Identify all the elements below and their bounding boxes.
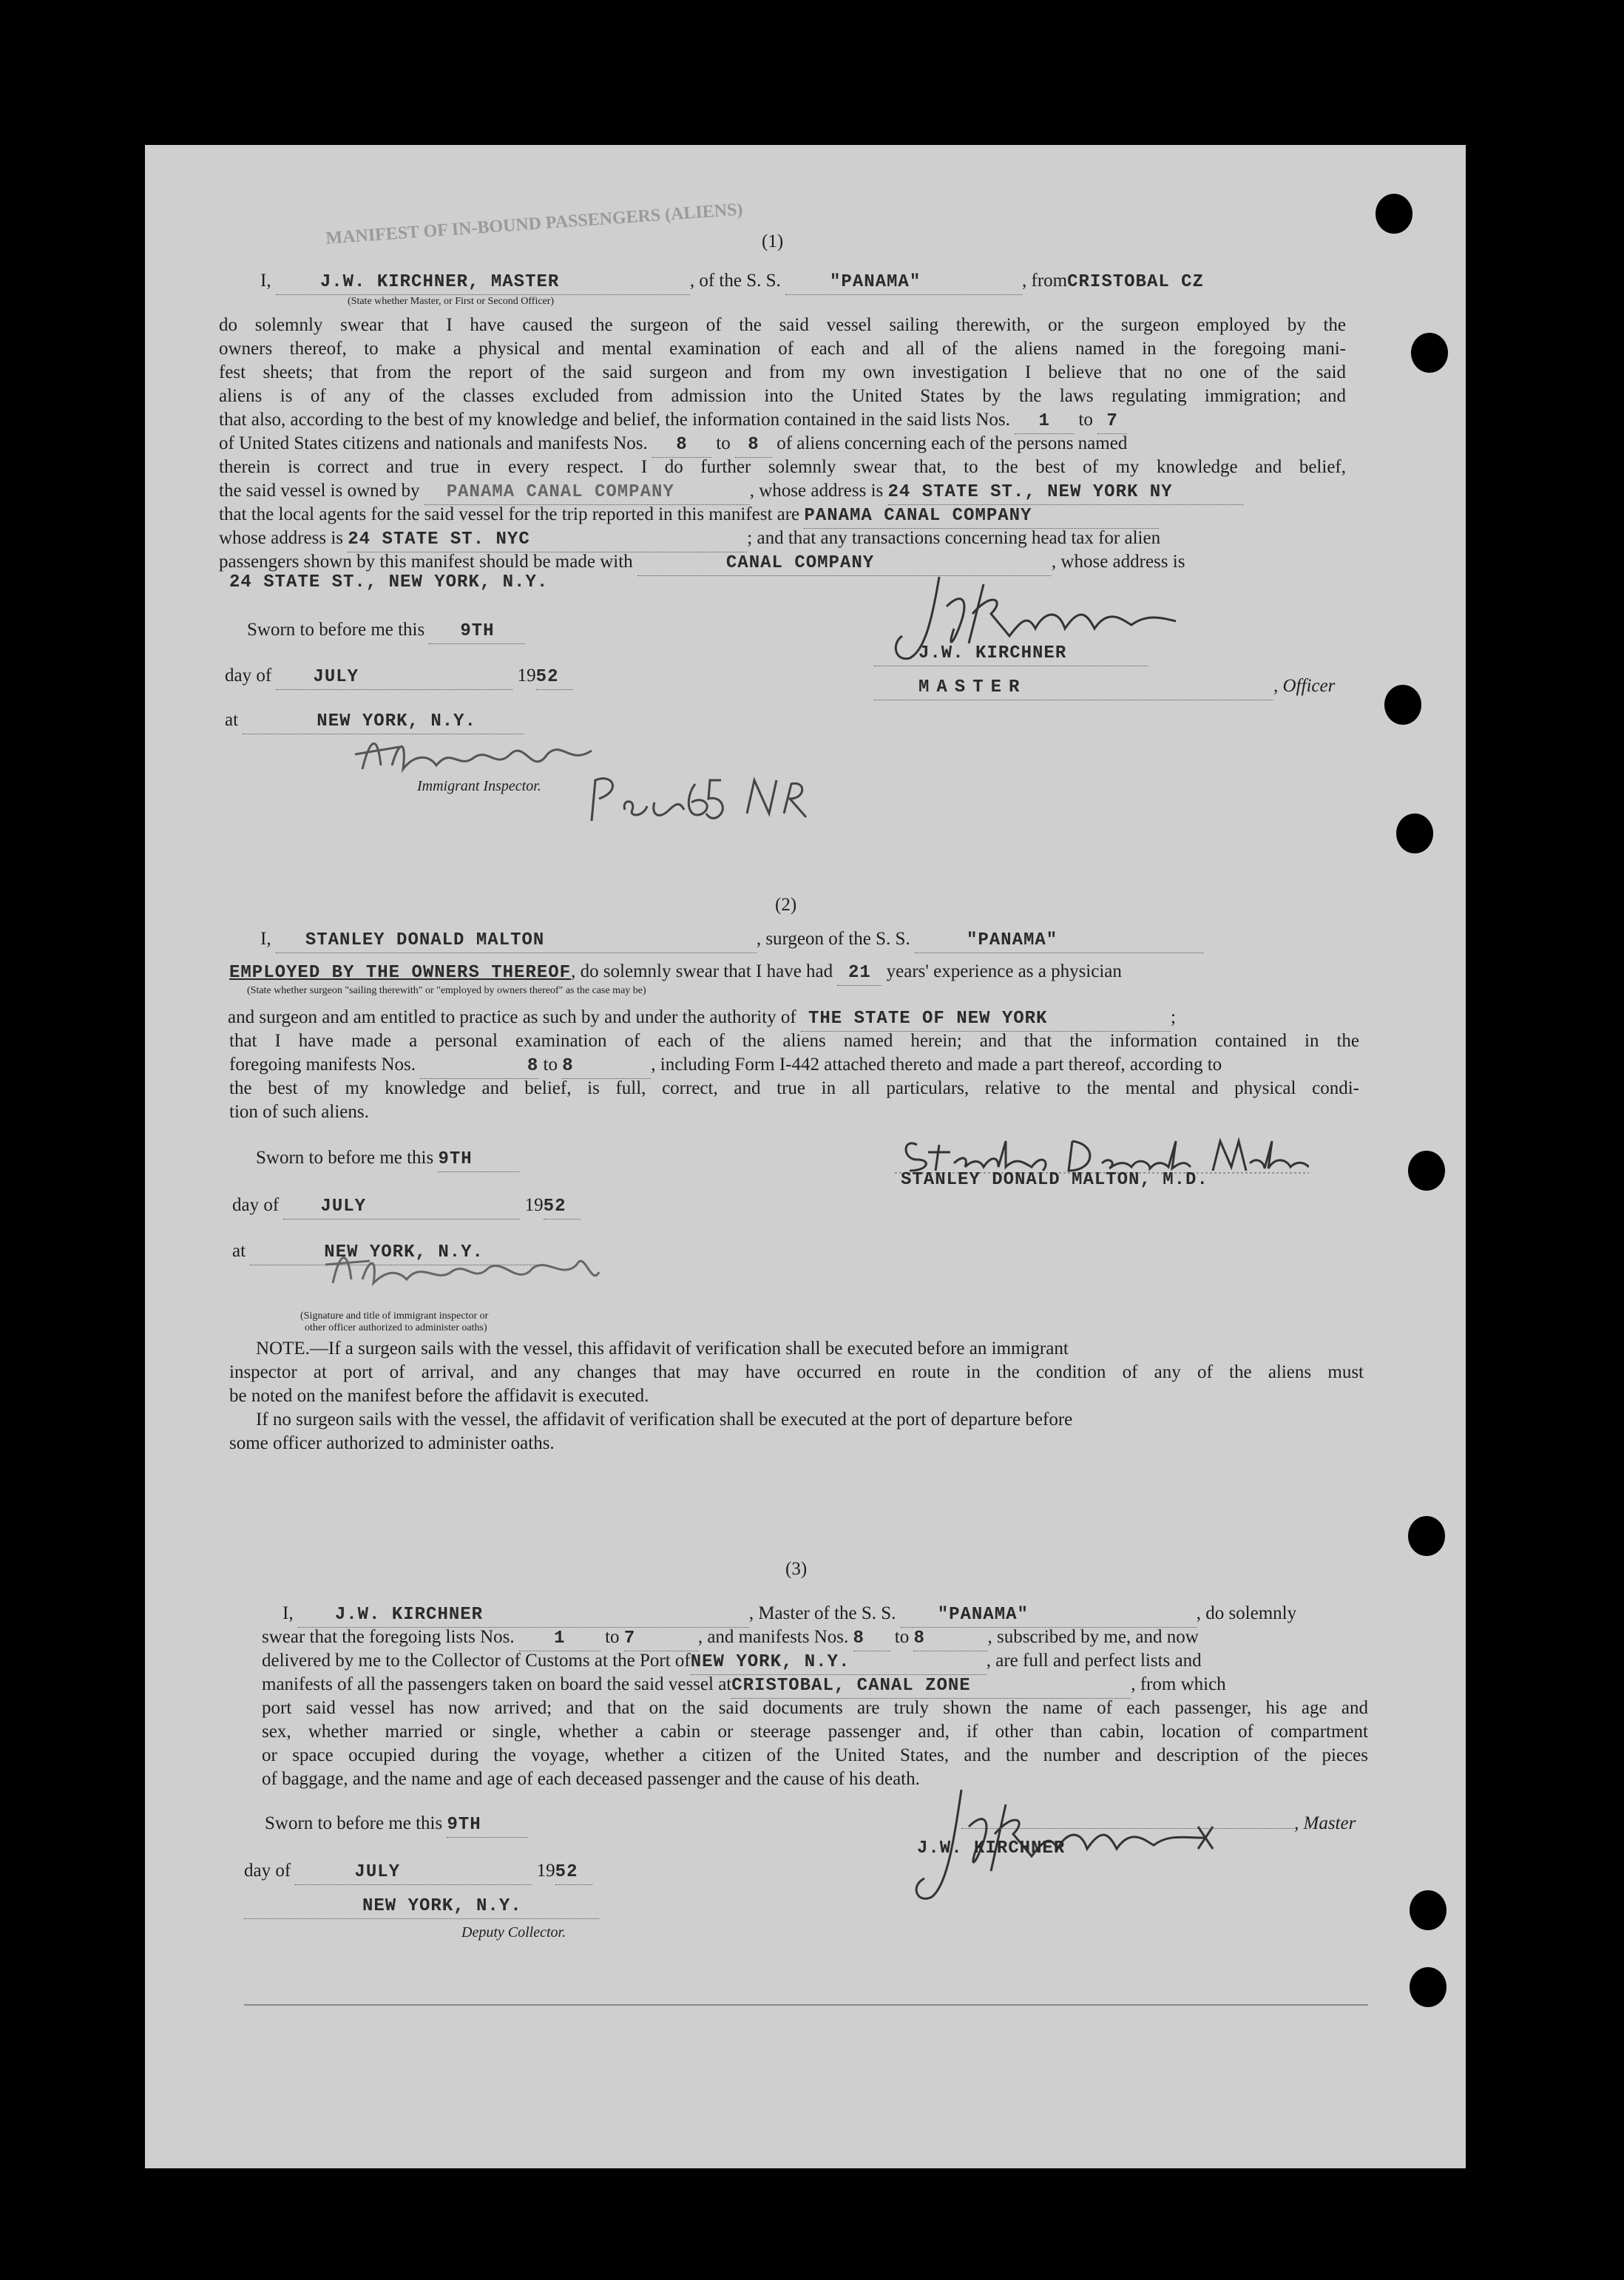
authority-field: THE STATE OF NEW YORK [801, 1007, 1171, 1032]
head-tax-line: passengers shown by this manifest should be made with CANAL COMPANY , whose address is [219, 550, 1185, 576]
section-1-number: (1) [762, 231, 784, 251]
sworn-place-line-3 [244, 1893, 599, 1919]
officer-rank-line: MASTER , Officer [874, 674, 1335, 700]
manifests-to-field: 8 [735, 433, 772, 458]
section-1-para-line: aliens is of any of the classes excluded from admission into the United States by the laws regulating immigration; and [219, 386, 1346, 406]
inspector-signature [348, 725, 614, 784]
agents-address-field: 24 STATE ST. NYC [348, 528, 747, 552]
punch-hole [1408, 1516, 1445, 1556]
head-tax-party-field: CANAL COMPANY [637, 552, 1052, 576]
section-3-body-line: port said vessel has now arrived; and that on the said documents are truly shown the name of each passenger, his age and [262, 1698, 1368, 1718]
note-line: inspector at port of arrival, and any changes that may have occurred en route in the condition of any of the aliens must [229, 1362, 1364, 1382]
sworn-place-line: at NEW YORK, N.Y. [225, 708, 524, 734]
punch-hole [1411, 333, 1448, 373]
owner-address-field: 24 STATE ST., NEW YORK NY [888, 481, 1243, 505]
section-3-lists-to-field: 7 [624, 1627, 698, 1651]
punch-hole [1384, 685, 1421, 725]
section-2-manifests-line: foregoing manifests Nos. 8 to 8 , including Form I-442 attached thereto and made a part thereof, according to [229, 1053, 1222, 1079]
note-line-1: NOTE.—If a surgeon sails with the vessel, this affidavit of verification shall be executed before an immigrant [256, 1339, 1069, 1359]
punch-hole [1396, 813, 1433, 853]
section-1-para-line: fest sheets; that from the report of the said surgeon and from my own investigation I believe that no one of the said [219, 362, 1346, 382]
section-2-para-line: the best of my knowledge and belief, is full, correct, and true in all particulars, relative to the mental and physical condi- [229, 1078, 1359, 1098]
section-1-para-line: that also, according to the best of my knowledge and belief, the information contained in the said lists Nos. 1 to 7 [219, 408, 1127, 434]
section-3-port-line: delivered by me to the Collector of Customs at the Port ofNEW YORK, N.Y. , are full and perfect lists and [262, 1649, 1202, 1675]
departure-port-field-3: CRISTOBAL, CANAL ZONE [731, 1674, 1131, 1699]
manifests-from-field: 8 [652, 433, 711, 458]
head-tax-address-field: 24 STATE ST., NEW YORK, N.Y. [229, 572, 549, 592]
punch-hole [1410, 1890, 1447, 1930]
punch-hole [1408, 1151, 1445, 1191]
sworn-place-field: NEW YORK, N.Y. [243, 710, 524, 734]
sworn-year-field: 52 [536, 666, 573, 690]
pier-note-handwriting [584, 769, 836, 828]
sworn-year-field-2: 52 [544, 1195, 581, 1220]
section-3-master-name-field: J.W. KIRCHNER [298, 1603, 749, 1628]
sworn-month-field: JULY [276, 666, 512, 690]
officer-caption-line-1: (Signature and title of immigrant inspector or [300, 1310, 489, 1322]
section-3-master-typed: J.W. KIRCHNER [917, 1838, 1066, 1858]
section-3-manifests-to-field: 8 [913, 1627, 987, 1651]
lists-from-field: 1 [1015, 410, 1074, 434]
sworn-line-1: Sworn to before me this 9TH [247, 618, 525, 644]
sworn-month-field-3: JULY [295, 1861, 532, 1885]
surgeon-typed-name: STANLEY DONALD MALTON, M.D. [901, 1170, 1208, 1190]
surgeon-manifests-from-field: 8 [420, 1055, 538, 1079]
punch-hole [1410, 1967, 1447, 2007]
sworn-line-3: Sworn to before me this 9TH [265, 1812, 528, 1838]
officer-rank-field: MASTER [874, 676, 1273, 700]
punch-hole [1376, 194, 1412, 234]
section-3-body-line: sex, whether married or single, whether a cabin or steerage passenger and, if other than cabin, location of compartment [262, 1722, 1368, 1742]
inspector-caption: Immigrant Inspector. [417, 778, 541, 794]
master-name-field: J.W. KIRCHNER, MASTER [276, 271, 690, 295]
employment-caption: (State whether surgeon "sailing therewith" or "employed by owners thereof" as the case may be) [247, 985, 646, 996]
officer-name-line [874, 640, 1148, 666]
section-3-lists-from-field: 1 [519, 1627, 600, 1651]
section-2-para-line: that I have made a personal examination of each of the aliens named herein; and that the information contained in the [229, 1031, 1359, 1051]
section-3-line-1: I, J.W. KIRCHNER , Master of the S. S. "PANAMA" , do solemnly [282, 1602, 1296, 1628]
collector-caption: Deputy Collector. [461, 1924, 566, 1941]
arrival-port-field: NEW YORK, N.Y. [691, 1651, 987, 1675]
note-line: be noted on the manifest before the affidavit is executed. [229, 1386, 649, 1406]
sworn-place-field-2: NEW YORK, N.Y. [250, 1241, 546, 1265]
note2-line: If no surgeon sails with the vessel, the affidavit of verification shall be executed at the port of departure before [256, 1410, 1073, 1430]
ship-name-field: "PANAMA" [785, 271, 1022, 295]
surgeon-signature [895, 1130, 1309, 1174]
section-1-para-line: do solemnly swear that I have caused the surgeon of the said vessel sailing therewith, or the surgeon employed by the [219, 315, 1346, 335]
officer-signature-2 [318, 1242, 643, 1294]
rank-caption: (State whether Master, or First or Second Officer) [348, 296, 555, 307]
lists-to-field: 7 [1097, 410, 1127, 434]
sworn-day-field-2: 9TH [438, 1148, 519, 1172]
sworn-month-line: day of JULY 1952 [225, 664, 573, 690]
surgeon-name-field: STANLEY DONALD MALTON [276, 929, 757, 953]
section-1-para-line: therein is correct and true in every respect. I do further solemnly swear that, to the best of my knowledge and belief, [219, 457, 1346, 477]
section-2-para-line: tion of such aliens. [229, 1102, 369, 1122]
sworn-month-field-2: JULY [283, 1195, 520, 1220]
owner-field: PANAMA CANAL COMPANY [424, 481, 750, 505]
authority-line: and surgeon and am entitled to practice as such by and under the authority of THE STATE OF NEW YORK ; [228, 1006, 1176, 1032]
bottom-rule [244, 2004, 1368, 2006]
owner-line: the said vessel is owned by PANAMA CANAL COMPANY , whose address is 24 STATE ST., NEW YORK NY [219, 479, 1243, 505]
officer-caption-line-2: other officer authorized to administer oaths) [305, 1322, 487, 1333]
section-3-master-line: , Master [961, 1812, 1356, 1836]
sworn-place-line-2: at NEW YORK, N.Y. [232, 1239, 546, 1265]
section-1-line-1: I, J.W. KIRCHNER, MASTER , of the S. S. "PANAMA" , fromCRISTOBAL CZ [260, 269, 1204, 295]
bleed-through-header: MANIFEST OF IN-BOUND PASSENGERS (ALIENS) [325, 200, 744, 248]
sworn-day-field: 9TH [429, 620, 525, 644]
agents-line: that the local agents for the said vessel for the trip reported in this manifest are PANAMA CANAL COMPANY [219, 503, 1159, 529]
sworn-year-field-3: 52 [555, 1861, 592, 1885]
sworn-line-2: Sworn to before me this 9TH [256, 1146, 519, 1172]
agents-field: PANAMA CANAL COMPANY [804, 504, 1159, 529]
note2-line: some officer authorized to administer oaths. [229, 1433, 555, 1453]
section-2-number: (2) [775, 895, 797, 915]
sworn-month-line-3: day of JULY 1952 [244, 1859, 592, 1885]
section-2-line-2: EMPLOYED BY THE OWNERS THEREOF, do solemnly swear that I have had 21 years' experience as a physician [229, 960, 1122, 986]
sworn-day-field-3: 9TH [447, 1813, 528, 1838]
section-3-body-line: of baggage, and the name and age of each deceased passenger and the cause of his death. [262, 1769, 920, 1789]
departure-port-field: CRISTOBAL CZ [1067, 272, 1204, 292]
surgeon-manifests-to-field: 8 [562, 1055, 651, 1079]
section-3-manifests-from-field: 8 [853, 1627, 890, 1651]
sworn-month-line-2: day of JULY 1952 [232, 1194, 581, 1220]
section-2-line-1: I, STANLEY DONALD MALTON , surgeon of the S. S. "PANAMA" [260, 927, 1203, 953]
agents-address-line: whose address is 24 STATE ST. NYC ; and that any transactions concerning head tax for alien [219, 527, 1160, 552]
section-3-ship-field: "PANAMA" [901, 1603, 1197, 1628]
years-field: 21 [837, 961, 882, 986]
sworn-place-field-3: NEW YORK, N.Y. [244, 1895, 599, 1919]
section-3-departure-line: manifests of all the passengers taken on board the said vessel atCRISTOBAL, CANAL ZONE , from which [262, 1673, 1226, 1699]
section-3-number: (3) [785, 1559, 808, 1579]
surgeon-ship-field: "PANAMA" [915, 929, 1203, 953]
section-1-para-line: owners thereof, to make a physical and mental examination of each and all of the aliens named in the foregoing mani- [219, 339, 1346, 359]
section-3-lists-line: swear that the foregoing lists Nos. 1 to 7 , and manifests Nos. 8 to 8 , subscribed by me, and now [262, 1626, 1199, 1651]
section-1-manifests-line: of United States citizens and nationals and manifests Nos. 8 to 8 of aliens concerning each of the persons named [219, 432, 1127, 458]
employment-field: EMPLOYED BY THE OWNERS THEREOF [229, 963, 572, 983]
section-3-body-line: or space occupied during the voyage, whether a citizen of the United States, and the number and description of the pieces [262, 1745, 1368, 1765]
officer-name-field: J.W. KIRCHNER [874, 642, 1148, 666]
